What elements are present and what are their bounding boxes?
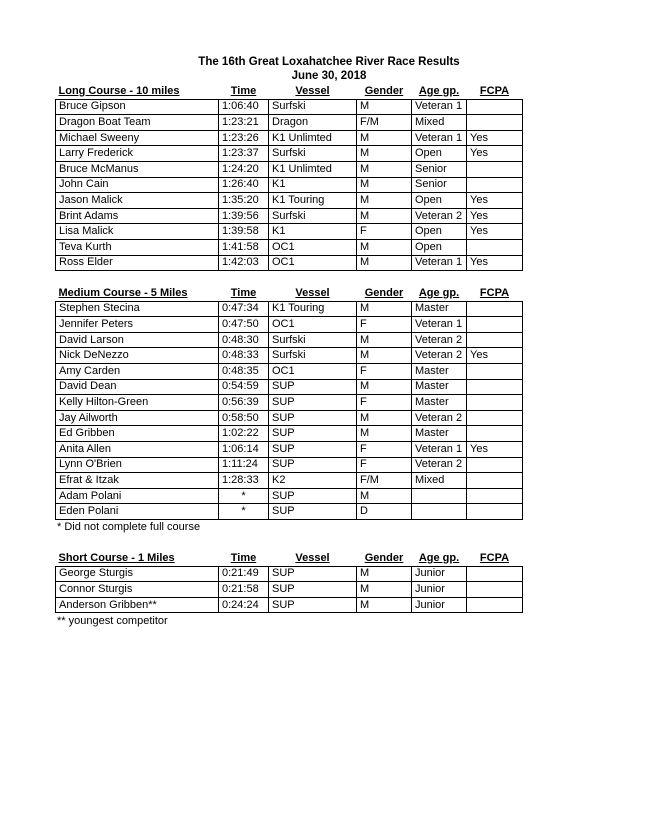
gender: M (357, 99, 412, 115)
vessel: SUP (269, 597, 357, 613)
gender: M (357, 255, 412, 271)
table-row (56, 193, 523, 209)
gender: M (357, 566, 412, 582)
fcpa (467, 177, 523, 193)
table-row (56, 224, 523, 240)
table-row (56, 177, 523, 193)
gender: M (357, 379, 412, 395)
finish-time: 1:24:20 (219, 161, 269, 177)
gender: M (357, 410, 412, 426)
short-course-table (55, 551, 523, 613)
table-row (56, 255, 523, 271)
age-group: Veteran 2 (412, 348, 467, 364)
competitor-name: Lisa Malick (56, 224, 219, 240)
age-group: Mixed (412, 115, 467, 131)
age-group: Veteran 1 (412, 441, 467, 457)
vessel: Dragon (269, 115, 357, 131)
table-row (56, 161, 523, 177)
gender: M (357, 488, 412, 504)
gender: F (357, 224, 412, 240)
table-row (56, 457, 523, 473)
finish-time: 1:42:03 (219, 255, 269, 271)
finish-time: 1:39:56 (219, 208, 269, 224)
fcpa (467, 504, 523, 520)
course-name: Short Course - 1 Miles (56, 551, 219, 566)
vessel-header: Vessel (269, 84, 357, 99)
short-course-note: ** youngest competitor (57, 615, 168, 627)
table-row (56, 566, 523, 582)
age-group (412, 488, 467, 504)
time-header: Time (219, 84, 269, 99)
finish-time: 0:58:50 (219, 410, 269, 426)
table-row (56, 488, 523, 504)
competitor-name: Michael Sweeny (56, 130, 219, 146)
competitor-name: Jennifer Peters (56, 317, 219, 333)
age-group: Open (412, 239, 467, 255)
fcpa (467, 457, 523, 473)
vessel: SUP (269, 395, 357, 411)
age-group: Senior (412, 161, 467, 177)
fcpa (467, 301, 523, 317)
table-row (56, 410, 523, 426)
competitor-name: Efrat & Itzak (56, 473, 219, 489)
finish-time: 0:21:49 (219, 566, 269, 582)
vessel: Surfski (269, 208, 357, 224)
finish-time: * (219, 488, 269, 504)
table-row (56, 426, 523, 442)
age-group: Veteran 1 (412, 130, 467, 146)
competitor-name: Larry Frederick (56, 146, 219, 162)
competitor-name: Bruce McManus (56, 161, 219, 177)
vessel: SUP (269, 379, 357, 395)
finish-time: 0:54:59 (219, 379, 269, 395)
fcpa-header: FCPA (467, 84, 523, 99)
age-group-header: Age gp. (412, 84, 467, 99)
gender: M (357, 208, 412, 224)
vessel: Surfski (269, 146, 357, 162)
fcpa: Yes (467, 348, 523, 364)
vessel: K2 (269, 473, 357, 489)
gender: M (357, 597, 412, 613)
age-group: Master (412, 363, 467, 379)
finish-time: 1:41:58 (219, 239, 269, 255)
competitor-name: Dragon Boat Team (56, 115, 219, 131)
age-group: Master (412, 301, 467, 317)
table-row (56, 301, 523, 317)
vessel: SUP (269, 426, 357, 442)
vessel: SUP (269, 410, 357, 426)
gender: F (357, 317, 412, 333)
time-header: Time (219, 286, 269, 301)
gender: M (357, 146, 412, 162)
fcpa (467, 488, 523, 504)
competitor-name: Bruce Gipson (56, 99, 219, 115)
fcpa (467, 410, 523, 426)
age-group: Master (412, 379, 467, 395)
vessel: OC1 (269, 363, 357, 379)
fcpa (467, 473, 523, 489)
table-row (56, 597, 523, 613)
table-row (56, 363, 523, 379)
table-row (56, 208, 523, 224)
table-row (56, 146, 523, 162)
fcpa (467, 566, 523, 582)
vessel: OC1 (269, 239, 357, 255)
fcpa: Yes (467, 224, 523, 240)
gender: M (357, 582, 412, 598)
competitor-name: Amy Carden (56, 363, 219, 379)
age-group: Veteran 2 (412, 208, 467, 224)
age-group: Veteran 1 (412, 99, 467, 115)
gender: F (357, 363, 412, 379)
fcpa (467, 597, 523, 613)
fcpa (467, 582, 523, 598)
fcpa: Yes (467, 130, 523, 146)
fcpa (467, 426, 523, 442)
competitor-name: Jason Malick (56, 193, 219, 209)
fcpa (467, 317, 523, 333)
fcpa (467, 161, 523, 177)
finish-time: 0:48:35 (219, 363, 269, 379)
table-row (56, 239, 523, 255)
table-row (56, 317, 523, 333)
finish-time: 1:39:58 (219, 224, 269, 240)
age-group: Mixed (412, 473, 467, 489)
table-row (56, 582, 523, 598)
gender: F (357, 441, 412, 457)
vessel: K1 Unlimted (269, 161, 357, 177)
vessel: K1 Touring (269, 301, 357, 317)
vessel: SUP (269, 566, 357, 582)
age-group: Open (412, 224, 467, 240)
age-group: Veteran 2 (412, 410, 467, 426)
age-group-header: Age gp. (412, 551, 467, 566)
gender: M (357, 193, 412, 209)
gender: F/M (357, 115, 412, 131)
table-row (56, 130, 523, 146)
finish-time: 1:02:22 (219, 426, 269, 442)
table-header (56, 286, 523, 301)
table-row (56, 115, 523, 131)
finish-time: 0:24:24 (219, 597, 269, 613)
competitor-name: Adam Polani (56, 488, 219, 504)
table-header (56, 84, 523, 99)
time-header: Time (219, 551, 269, 566)
fcpa: Yes (467, 193, 523, 209)
finish-time: * (219, 504, 269, 520)
finish-time: 1:06:40 (219, 99, 269, 115)
medium-course-table (55, 286, 523, 520)
fcpa (467, 363, 523, 379)
vessel: SUP (269, 457, 357, 473)
gender: M (357, 348, 412, 364)
fcpa (467, 99, 523, 115)
finish-time: 1:26:40 (219, 177, 269, 193)
gender: M (357, 130, 412, 146)
age-group: Junior (412, 566, 467, 582)
competitor-name: Jay Ailworth (56, 410, 219, 426)
gender-header: Gender (357, 286, 412, 301)
finish-time: 1:06:14 (219, 441, 269, 457)
competitor-name: David Dean (56, 379, 219, 395)
age-group: Veteran 2 (412, 332, 467, 348)
vessel: K1 (269, 177, 357, 193)
gender-header: Gender (357, 84, 412, 99)
competitor-name: John Cain (56, 177, 219, 193)
vessel: K1 (269, 224, 357, 240)
competitor-name: David Larson (56, 332, 219, 348)
vessel: SUP (269, 582, 357, 598)
vessel-header: Vessel (269, 551, 357, 566)
vessel: SUP (269, 441, 357, 457)
competitor-name: Stephen Stecina (56, 301, 219, 317)
competitor-name: Brint Adams (56, 208, 219, 224)
table-row (56, 332, 523, 348)
vessel: Surfski (269, 99, 357, 115)
table-row (56, 99, 523, 115)
competitor-name: Kelly Hilton-Green (56, 395, 219, 411)
competitor-name: Connor Sturgis (56, 582, 219, 598)
table-row (56, 379, 523, 395)
gender: F/M (357, 473, 412, 489)
vessel: Surfski (269, 332, 357, 348)
table-row (56, 348, 523, 364)
finish-time: 1:28:33 (219, 473, 269, 489)
age-group: Junior (412, 582, 467, 598)
competitor-name: Nick DeNezzo (56, 348, 219, 364)
fcpa (467, 115, 523, 131)
course-name: Long Course - 10 miles (56, 84, 219, 99)
competitor-name: Anita Allen (56, 441, 219, 457)
age-group: Open (412, 193, 467, 209)
age-group: Veteran 1 (412, 255, 467, 271)
age-group: Junior (412, 597, 467, 613)
medium-course-note: * Did not complete full course (57, 521, 201, 533)
gender: M (357, 426, 412, 442)
vessel: K1 Touring (269, 193, 357, 209)
finish-time: 1:35:20 (219, 193, 269, 209)
vessel: SUP (269, 504, 357, 520)
fcpa: Yes (467, 255, 523, 271)
finish-time: 0:21:58 (219, 582, 269, 598)
age-group (412, 504, 467, 520)
gender: F (357, 457, 412, 473)
age-group: Senior (412, 177, 467, 193)
gender: F (357, 395, 412, 411)
table-row (56, 473, 523, 489)
fcpa (467, 379, 523, 395)
fcpa (467, 239, 523, 255)
finish-time: 1:23:21 (219, 115, 269, 131)
gender: M (357, 301, 412, 317)
finish-time: 1:23:26 (219, 130, 269, 146)
age-group: Veteran 2 (412, 457, 467, 473)
fcpa: Yes (467, 146, 523, 162)
fcpa: Yes (467, 441, 523, 457)
age-group: Master (412, 426, 467, 442)
competitor-name: Teva Kurth (56, 239, 219, 255)
gender: M (357, 177, 412, 193)
finish-time: 1:11:24 (219, 457, 269, 473)
gender: M (357, 332, 412, 348)
vessel: OC1 (269, 317, 357, 333)
gender: D (357, 504, 412, 520)
fcpa-header: FCPA (467, 551, 523, 566)
vessel: Surfski (269, 348, 357, 364)
finish-time: 0:48:30 (219, 332, 269, 348)
competitor-name: George Sturgis (56, 566, 219, 582)
gender: M (357, 239, 412, 255)
competitor-name: Lynn O'Brien (56, 457, 219, 473)
course-name: Medium Course - 5 Miles (56, 286, 219, 301)
long-course-table (55, 84, 523, 271)
competitor-name: Anderson Gribben** (56, 597, 219, 613)
page-title: The 16th Great Loxahatchee River Race Results (198, 56, 460, 68)
fcpa (467, 395, 523, 411)
finish-time: 0:47:34 (219, 301, 269, 317)
finish-time: 0:47:50 (219, 317, 269, 333)
fcpa (467, 332, 523, 348)
table-header (56, 551, 523, 566)
vessel: OC1 (269, 255, 357, 271)
competitor-name: Ross Elder (56, 255, 219, 271)
finish-time: 0:48:33 (219, 348, 269, 364)
finish-time: 0:56:39 (219, 395, 269, 411)
age-group-header: Age gp. (412, 286, 467, 301)
competitor-name: Eden Polani (56, 504, 219, 520)
vessel: K1 Unlimted (269, 130, 357, 146)
fcpa-header: FCPA (467, 286, 523, 301)
gender: M (357, 161, 412, 177)
age-group: Master (412, 395, 467, 411)
age-group: Veteran 1 (412, 317, 467, 333)
gender-header: Gender (357, 551, 412, 566)
competitor-name: Ed Gribben (56, 426, 219, 442)
vessel: SUP (269, 488, 357, 504)
table-row (56, 441, 523, 457)
finish-time: 1:23:37 (219, 146, 269, 162)
table-row (56, 504, 523, 520)
table-row (56, 395, 523, 411)
race-date: June 30, 2018 (291, 70, 367, 82)
fcpa: Yes (467, 208, 523, 224)
age-group: Open (412, 146, 467, 162)
vessel-header: Vessel (269, 286, 357, 301)
